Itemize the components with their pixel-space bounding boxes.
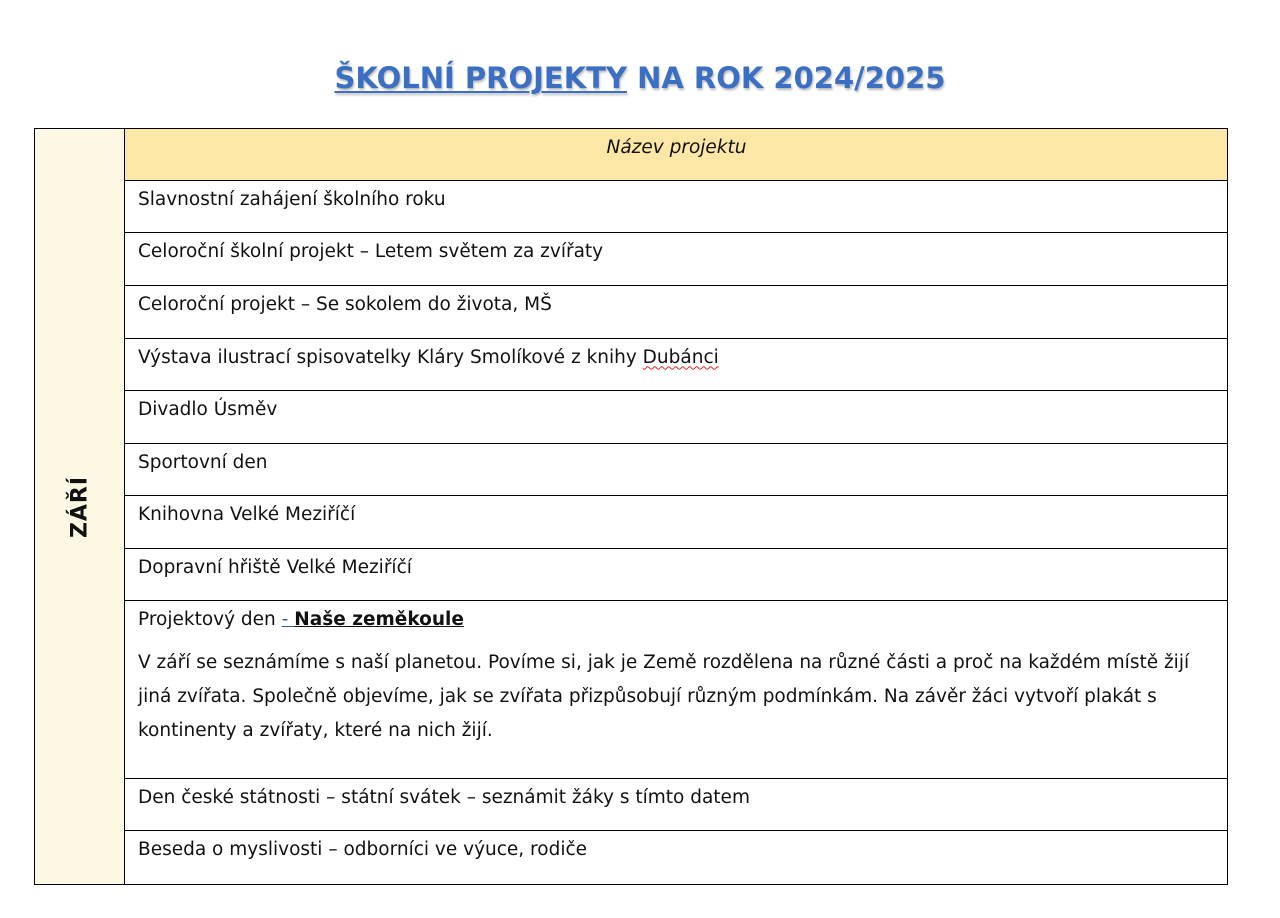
project-day-row bbox=[125, 601, 1227, 779]
title-part-2: NA ROK 2024/2025 bbox=[626, 61, 946, 95]
table-row: Beseda o myslivosti – odborníci ve výuce, rodiče bbox=[138, 839, 588, 861]
table-row: Sportovní den bbox=[125, 444, 1227, 497]
table-row: Slavnostní zahájení školního roku bbox=[125, 181, 1227, 234]
exhibition-text: Výstava ilustrací spisovatelky Kláry Smolíkové z knihy bbox=[138, 346, 643, 368]
table-row: Celoroční projekt – Se sokolem do života, MŠ bbox=[125, 286, 1227, 339]
table-row bbox=[125, 339, 1227, 392]
month-column bbox=[35, 129, 125, 884]
table-rows bbox=[125, 129, 1227, 884]
project-day-dash: - bbox=[281, 609, 295, 631]
project-day-prefix: Projektový den bbox=[138, 609, 282, 631]
projects-table bbox=[34, 128, 1228, 885]
page-title bbox=[0, 58, 1280, 98]
table-row: Knihovna Velké Meziříčí bbox=[125, 496, 1227, 549]
table-row: Celoroční školní projekt – Letem světem za zvířaty bbox=[125, 233, 1227, 286]
project-day-heading bbox=[138, 608, 1215, 632]
table-row: Divadlo Úsměv bbox=[125, 391, 1227, 444]
title-part-1: ŠKOLNÍ PROJEKTY bbox=[334, 61, 627, 95]
project-day-description: V září se seznámíme s naší planetou. Povíme si, jak je Země rozdělena na různé části a proč na každém místě žijí jiná zvířata. Společně objevíme, jak se zvířata přizpůsobují různým podmínkám. Na závěr žáci vytvoří plakát s kontinenty a zvířaty, které na nich žijí. bbox=[138, 652, 1190, 742]
table-header: Název projektu bbox=[125, 129, 1227, 181]
table-row: Dopravní hřiště Velké Meziříčí bbox=[125, 549, 1227, 602]
spellcheck-flagged-word: Dubánci bbox=[642, 346, 719, 368]
month-label: ZÁŘÍ bbox=[67, 475, 92, 538]
project-day-name: Naše zeměkoule bbox=[294, 609, 464, 631]
table-row: Den české státnosti – státní svátek – seznámit žáky s tímto datem bbox=[125, 779, 1227, 832]
